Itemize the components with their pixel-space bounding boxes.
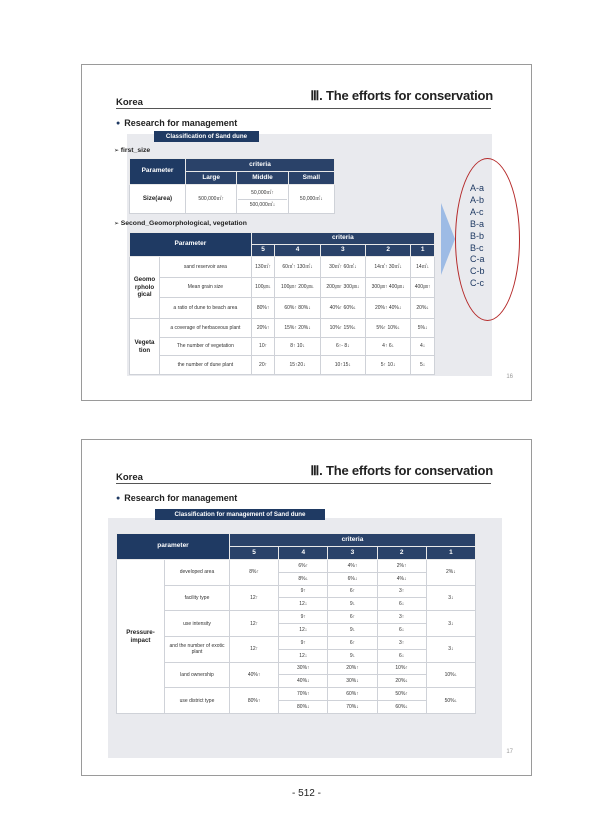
- code-item: B-a: [470, 218, 485, 229]
- cell: 40%↓: [279, 675, 328, 688]
- col-small: Small: [288, 172, 334, 185]
- cell: 15%↑ 20%↓: [275, 319, 320, 338]
- cell: 12↓: [279, 598, 328, 611]
- cell: 4%↓: [377, 572, 426, 585]
- row-name: use district type: [165, 688, 230, 714]
- section-bullet: ● Research for management: [116, 118, 237, 128]
- cell: 4↓: [411, 337, 435, 356]
- cell: 6↑: [328, 636, 377, 649]
- cell: 6↑- 8↓: [320, 337, 365, 356]
- cell: 50%↑: [377, 688, 426, 701]
- cell: 6↑: [328, 585, 377, 598]
- cell: 6↓: [377, 598, 426, 611]
- row-name: Mean grain size: [160, 277, 252, 298]
- code-item: C-b: [470, 266, 485, 277]
- cell: 14㎡↑ 30㎡↓: [366, 257, 411, 278]
- arrow-shape: [441, 203, 455, 275]
- row-name: the number of dune plant: [160, 356, 252, 375]
- cell: 8%↓: [279, 572, 328, 585]
- cell: 20%↓: [377, 675, 426, 688]
- section-bullet: ● Research for management: [116, 493, 237, 503]
- cell: 14㎡↓: [411, 257, 435, 278]
- cell: 50%↓: [426, 688, 475, 714]
- cell: 4%↑: [328, 560, 377, 573]
- cell-large: 500,000㎡↑: [186, 185, 237, 214]
- cell: 3↓: [426, 585, 475, 611]
- first-size-label: ➢ first_size: [114, 147, 150, 154]
- col-1: 1: [426, 547, 475, 560]
- row-name: facility type: [165, 585, 230, 611]
- cell: 20%↑: [328, 662, 377, 675]
- cell: 70%↑: [279, 688, 328, 701]
- cell: 60%↑ 80%↓: [275, 298, 320, 319]
- cell: 80%↑: [230, 688, 279, 714]
- code-item: B-c: [470, 242, 484, 253]
- col-3: 3: [320, 245, 365, 257]
- col-4: 4: [275, 245, 320, 257]
- cell: 8↑ 10↓: [275, 337, 320, 356]
- cell: 12↑: [230, 636, 279, 662]
- page-number: 16: [506, 374, 513, 380]
- cell: 200㎛↑ 300㎛↓: [320, 277, 365, 298]
- cell: 9↑: [279, 636, 328, 649]
- cell: 20%↑ 40%↓: [366, 298, 411, 319]
- col-2: 2: [366, 245, 411, 257]
- document-page-footer: - 512 -: [292, 788, 321, 799]
- cell: 3↓: [426, 611, 475, 637]
- code-item: A-b: [470, 194, 485, 205]
- cell: 70%↓: [328, 701, 377, 714]
- country-label: Korea: [116, 97, 143, 108]
- col-3: 3: [328, 547, 377, 560]
- cell: 100㎛↑ 200㎛↓: [275, 277, 320, 298]
- cell: 130㎡↑: [251, 257, 275, 278]
- cell: 9↓: [328, 624, 377, 637]
- row-name: use intensity: [165, 611, 230, 637]
- col-5: 5: [230, 547, 279, 560]
- section-tag: Classification of Sand dune: [154, 131, 259, 142]
- country-label: Korea: [116, 472, 143, 483]
- class-codes: [470, 183, 485, 290]
- col-1: 1: [411, 245, 435, 257]
- param-header-2: Parameter: [130, 233, 252, 257]
- cell: 3↑: [377, 585, 426, 598]
- criteria-header: criteria: [186, 159, 335, 172]
- criteria-header-2: criteria: [251, 233, 434, 245]
- col-large: Large: [186, 172, 237, 185]
- code-item: A-c: [470, 206, 484, 217]
- cell: 15↑20↓: [275, 356, 320, 375]
- row-name: a coverage of herbaceous plant: [160, 319, 252, 338]
- param-header: Parameter: [130, 159, 186, 185]
- slide-title: Ⅲ. The efforts for conservation: [310, 88, 493, 103]
- code-item: A-a: [470, 183, 485, 193]
- cell: 5%↓: [411, 319, 435, 338]
- cell: 20%↓: [411, 298, 435, 319]
- group-geomorphological: Geomo rpholo gical: [130, 257, 160, 319]
- cell-small: 50,000㎡↓: [288, 185, 334, 214]
- cell: 60%↑: [328, 688, 377, 701]
- cell-middle-top: 50,000㎡↑: [251, 190, 274, 197]
- cell: 5↓: [411, 356, 435, 375]
- row-name: The number of vegetation: [160, 337, 252, 356]
- title-rule: [116, 483, 491, 484]
- cell: 12↓: [279, 624, 328, 637]
- slide-16: [81, 64, 532, 401]
- cell: 2%↓: [426, 560, 475, 586]
- cell: 5%↑ 10%↓: [366, 319, 411, 338]
- cell: 6↓: [377, 624, 426, 637]
- section-tag: Classification for management of Sand dune: [155, 509, 325, 520]
- cell: 6↓: [377, 649, 426, 662]
- cell: 12↓: [279, 649, 328, 662]
- cell: 80%↑: [251, 298, 275, 319]
- row-name: land ownership: [165, 662, 230, 688]
- cell: 6↑: [328, 611, 377, 624]
- cell: 9↓: [328, 649, 377, 662]
- cell: 300㎛↑ 400㎛↓: [366, 277, 411, 298]
- cell: 10%↑: [377, 662, 426, 675]
- highlight-oval: [455, 158, 520, 321]
- param-header-3: parameter: [117, 534, 230, 560]
- title-rule: [116, 108, 491, 109]
- row-name: a ratio of dune to beach area: [160, 298, 252, 319]
- cell: 20%↑: [251, 319, 275, 338]
- code-item: C-c: [470, 278, 484, 289]
- cell: 40%↑: [230, 662, 279, 688]
- criteria-header-3: criteria: [230, 534, 476, 547]
- cell: 8%↑: [230, 560, 279, 586]
- cell: 10↑15↓: [320, 356, 365, 375]
- cell-middle: [237, 185, 288, 214]
- cell: 60%↓: [377, 701, 426, 714]
- cell: 20↑: [251, 356, 275, 375]
- code-item: B-b: [470, 230, 485, 241]
- col-2: 2: [377, 547, 426, 560]
- cell: 9↑: [279, 585, 328, 598]
- col-4: 4: [279, 547, 328, 560]
- col-middle: Middle: [237, 172, 288, 185]
- cell: 400㎛↑: [411, 277, 435, 298]
- slide-17: [81, 439, 532, 776]
- cell: 2%↑: [377, 560, 426, 573]
- cell: 4↑ 6↓: [366, 337, 411, 356]
- cell: 40%↑ 60%↓: [320, 298, 365, 319]
- cell: 10%↑ 15%↓: [320, 319, 365, 338]
- cell: 3↑: [377, 636, 426, 649]
- cell: 5↑ 10↓: [366, 356, 411, 375]
- row-name: and the number of exotic plant: [165, 636, 230, 662]
- group-vegetation: Vegeta tion: [130, 319, 160, 375]
- cell: 100㎛↓: [251, 277, 275, 298]
- page-number: 17: [506, 749, 513, 755]
- cell: 80%↓: [279, 701, 328, 714]
- second-label: ➢ Second_Geomorphological, vegetation: [114, 220, 247, 227]
- cell: 6%↓: [328, 572, 377, 585]
- row-name: sand reservoir area: [160, 257, 252, 278]
- cell: 3↑: [377, 611, 426, 624]
- cell: 10↑: [251, 337, 275, 356]
- cell: 12↑: [230, 585, 279, 611]
- slide-title: Ⅲ. The efforts for conservation: [310, 463, 493, 478]
- cell: 30%↑: [279, 662, 328, 675]
- row-name: developed area: [165, 560, 230, 586]
- cell-middle-bottom: 500,000㎡↓: [238, 199, 286, 208]
- cell: 3↓: [426, 636, 475, 662]
- cell: 9↑: [279, 611, 328, 624]
- size-table: [129, 158, 335, 214]
- pressure-table: [116, 533, 476, 714]
- geo-veg-table: [129, 232, 435, 375]
- cell: 6%↑: [279, 560, 328, 573]
- cell: 30㎡↑ 60㎡↓: [320, 257, 365, 278]
- cell: 30%↓: [328, 675, 377, 688]
- cell: 10%↓: [426, 662, 475, 688]
- group-pressure-impact: Pressure- impact: [117, 560, 165, 714]
- cell: 60㎡↑ 130㎡↓: [275, 257, 320, 278]
- cell: 9↓: [328, 598, 377, 611]
- code-item: C-a: [470, 254, 485, 265]
- cell: 12↑: [230, 611, 279, 637]
- col-5: 5: [251, 245, 275, 257]
- row-size: Size(area): [130, 185, 186, 214]
